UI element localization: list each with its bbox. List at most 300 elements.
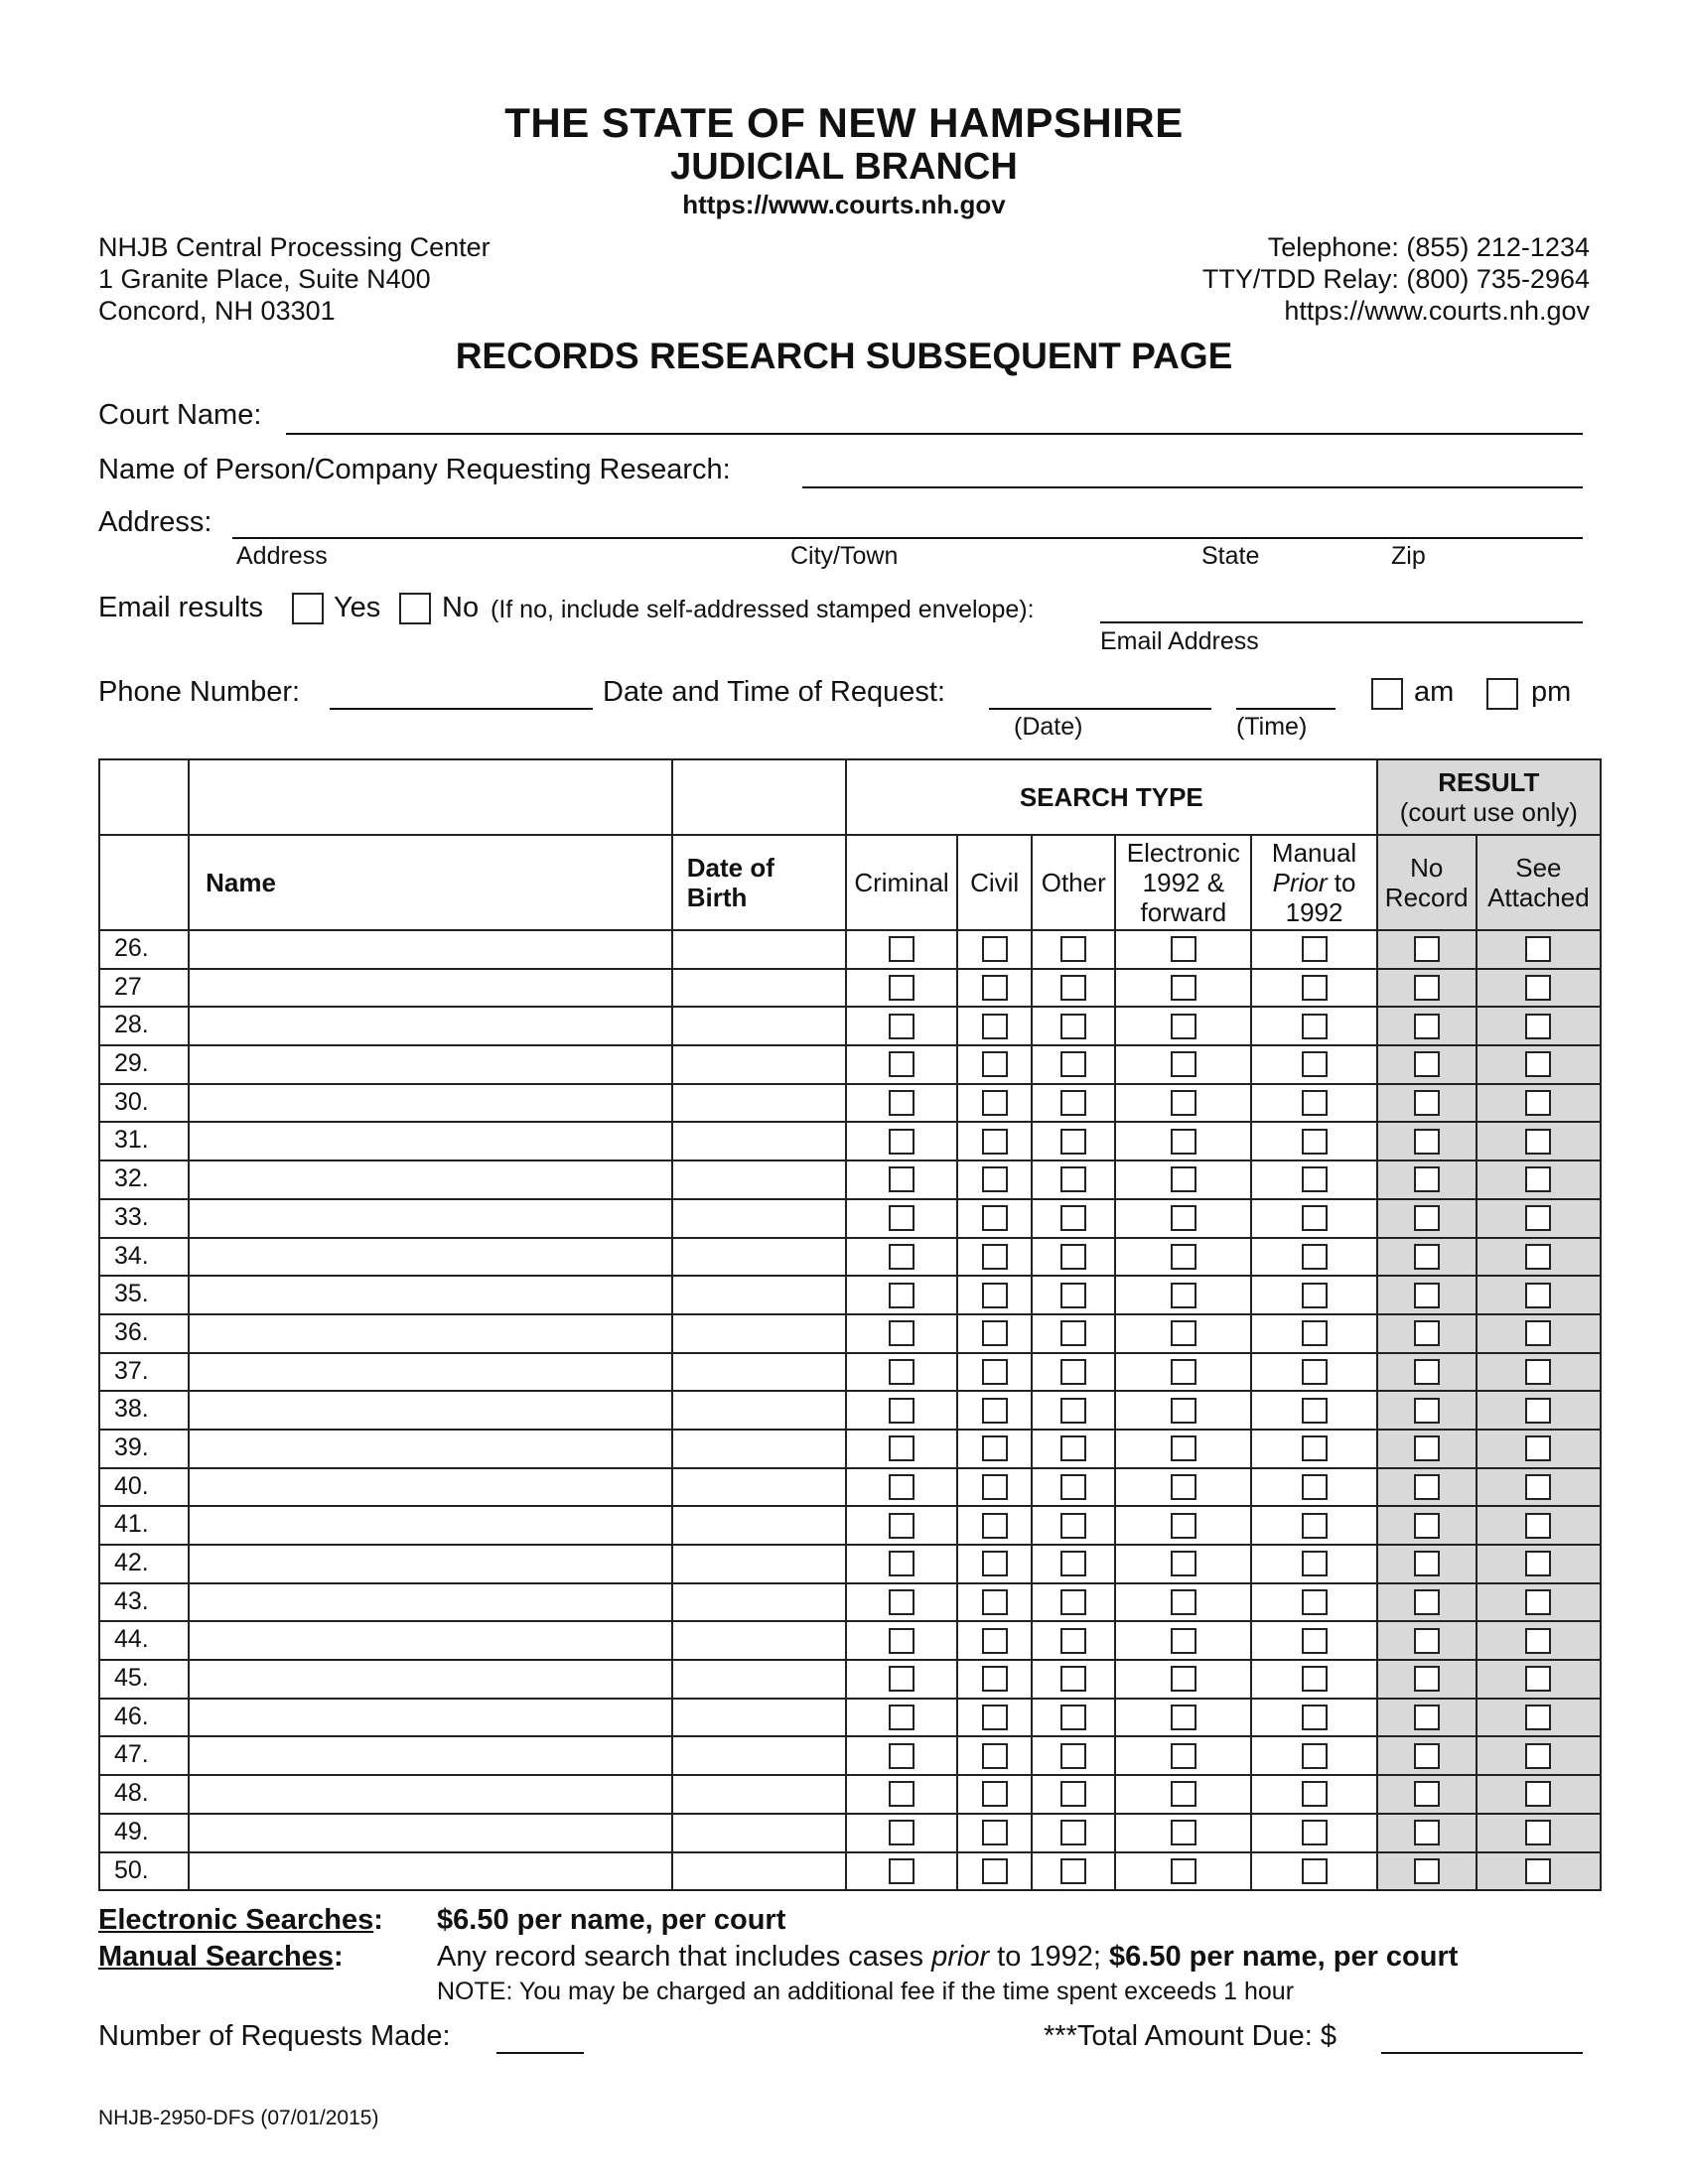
civil-cell xyxy=(957,1699,1032,1737)
other-checkbox[interactable] xyxy=(1060,1781,1086,1807)
criminal-cell xyxy=(846,1391,957,1430)
total-field[interactable] xyxy=(1381,2052,1583,2054)
dob-cell[interactable] xyxy=(672,1468,846,1507)
address-label: Address: xyxy=(98,506,212,538)
electronic-checkbox[interactable] xyxy=(1171,1320,1196,1346)
other-checkbox[interactable] xyxy=(1060,975,1086,1001)
manual-checkbox[interactable] xyxy=(1302,1820,1328,1845)
electronic-checkbox[interactable] xyxy=(1171,1359,1196,1385)
name-cell[interactable] xyxy=(189,1621,672,1660)
no-record-checkbox[interactable] xyxy=(1414,1820,1440,1845)
criminal-checkbox[interactable] xyxy=(889,975,914,1001)
see-attached-cell xyxy=(1477,1621,1601,1660)
criminal-checkbox[interactable] xyxy=(889,1014,914,1039)
name-cell[interactable] xyxy=(189,1199,672,1238)
civil-checkbox[interactable] xyxy=(982,1129,1008,1155)
name-cell[interactable] xyxy=(189,1699,672,1737)
civil-checkbox[interactable] xyxy=(982,1666,1008,1692)
name-cell[interactable] xyxy=(189,1775,672,1814)
email-no-checkbox[interactable] xyxy=(399,593,431,624)
no-record-checkbox[interactable] xyxy=(1414,1398,1440,1424)
electronic-checkbox[interactable] xyxy=(1171,1820,1196,1845)
no-record-checkbox[interactable] xyxy=(1414,1589,1440,1615)
other-checkbox[interactable] xyxy=(1060,1398,1086,1424)
manual-cell xyxy=(1251,1736,1376,1775)
criminal-checkbox[interactable] xyxy=(889,1589,914,1615)
dob-cell[interactable] xyxy=(672,1160,846,1199)
civil-checkbox[interactable] xyxy=(982,1014,1008,1039)
dob-cell[interactable] xyxy=(672,1583,846,1622)
dob-cell[interactable] xyxy=(672,1084,846,1123)
no-record-checkbox[interactable] xyxy=(1414,1551,1440,1576)
electronic-checkbox[interactable] xyxy=(1171,1244,1196,1270)
other-checkbox[interactable] xyxy=(1060,1051,1086,1077)
no-record-checkbox[interactable] xyxy=(1414,1781,1440,1807)
dob-cell[interactable] xyxy=(672,1852,846,1891)
criminal-checkbox[interactable] xyxy=(889,1435,914,1461)
no-record-checkbox[interactable] xyxy=(1414,975,1440,1001)
criminal-checkbox[interactable] xyxy=(889,1205,914,1231)
dob-cell[interactable] xyxy=(672,1814,846,1852)
manual-checkbox[interactable] xyxy=(1302,1858,1328,1884)
phone-field[interactable] xyxy=(330,708,593,710)
criminal-checkbox[interactable] xyxy=(889,1398,914,1424)
other-checkbox[interactable] xyxy=(1060,1129,1086,1155)
electronic-cell xyxy=(1115,1045,1251,1084)
see-attached-checkbox[interactable] xyxy=(1525,1205,1551,1231)
see-attached-checkbox[interactable] xyxy=(1525,1051,1551,1077)
manual-checkbox[interactable] xyxy=(1302,1435,1328,1461)
no-record-checkbox[interactable] xyxy=(1414,1705,1440,1730)
dob-cell[interactable] xyxy=(672,1276,846,1314)
name-cell[interactable] xyxy=(189,1506,672,1545)
am-label: am xyxy=(1414,676,1455,708)
criminal-checkbox[interactable] xyxy=(889,1628,914,1654)
other-checkbox[interactable] xyxy=(1060,1589,1086,1615)
electronic-checkbox[interactable] xyxy=(1171,1474,1196,1500)
criminal-checkbox[interactable] xyxy=(889,1090,914,1116)
civil-checkbox[interactable] xyxy=(982,1244,1008,1270)
electronic-checkbox[interactable] xyxy=(1171,1283,1196,1308)
no-record-checkbox[interactable] xyxy=(1414,1051,1440,1077)
address-field[interactable] xyxy=(232,537,1583,539)
other-checkbox[interactable] xyxy=(1060,1820,1086,1845)
civil-checkbox[interactable] xyxy=(982,1474,1008,1500)
criminal-checkbox[interactable] xyxy=(889,1244,914,1270)
table-row xyxy=(99,1238,1601,1277)
other-checkbox[interactable] xyxy=(1060,1743,1086,1769)
dob-cell[interactable] xyxy=(672,1545,846,1583)
manual-checkbox[interactable] xyxy=(1302,1628,1328,1654)
other-checkbox[interactable] xyxy=(1060,1435,1086,1461)
other-checkbox[interactable] xyxy=(1060,1166,1086,1192)
manual-checkbox[interactable] xyxy=(1302,1359,1328,1385)
see-attached-checkbox[interactable] xyxy=(1525,1513,1551,1539)
electronic-checkbox[interactable] xyxy=(1171,1781,1196,1807)
see-attached-checkbox[interactable] xyxy=(1525,1435,1551,1461)
dob-cell[interactable] xyxy=(672,1007,846,1045)
criminal-checkbox[interactable] xyxy=(889,1320,914,1346)
email-address-field[interactable] xyxy=(1100,621,1583,623)
civil-checkbox[interactable] xyxy=(982,1551,1008,1576)
no-record-line: No xyxy=(1410,853,1444,883)
no-record-checkbox[interactable] xyxy=(1414,936,1440,962)
electronic-checkbox[interactable] xyxy=(1171,1051,1196,1077)
other-checkbox[interactable] xyxy=(1060,1474,1086,1500)
manual-cell xyxy=(1251,1621,1376,1660)
row-number: 45. xyxy=(99,1660,189,1699)
other-cell xyxy=(1032,1468,1115,1507)
no-record-checkbox[interactable] xyxy=(1414,1666,1440,1692)
criminal-checkbox[interactable] xyxy=(889,1820,914,1845)
other-checkbox[interactable] xyxy=(1060,1666,1086,1692)
dob-cell[interactable] xyxy=(672,969,846,1008)
electronic-checkbox[interactable] xyxy=(1171,1858,1196,1884)
name-cell[interactable] xyxy=(189,1814,672,1852)
dob-cell[interactable] xyxy=(672,1199,846,1238)
name-cell[interactable] xyxy=(189,1391,672,1430)
civil-cell xyxy=(957,1045,1032,1084)
electronic-checkbox[interactable] xyxy=(1171,1589,1196,1615)
criminal-cell xyxy=(846,969,957,1008)
name-cell[interactable] xyxy=(189,969,672,1008)
no-record-checkbox[interactable] xyxy=(1414,1513,1440,1539)
search-type-header: SEARCH TYPE xyxy=(846,759,1377,835)
manual-checkbox[interactable] xyxy=(1302,1090,1328,1116)
no-record-checkbox[interactable] xyxy=(1414,1743,1440,1769)
electronic-checkbox[interactable] xyxy=(1171,1705,1196,1730)
dob-cell[interactable] xyxy=(672,1353,846,1392)
no-record-cell xyxy=(1377,1545,1477,1583)
manual-checkbox[interactable] xyxy=(1302,1205,1328,1231)
electronic-fee-label xyxy=(98,1904,383,1937)
form-number: NHJB-2950-DFS (07/01/2015) xyxy=(98,2107,379,2129)
dob-cell[interactable] xyxy=(672,1660,846,1699)
manual-checkbox[interactable] xyxy=(1302,1129,1328,1155)
header-blank xyxy=(99,835,189,930)
see-attached-checkbox[interactable] xyxy=(1525,1743,1551,1769)
see-attached-checkbox[interactable] xyxy=(1525,1628,1551,1654)
manual-colon: : xyxy=(333,1941,344,1973)
electronic-cell xyxy=(1115,1160,1251,1199)
other-checkbox[interactable] xyxy=(1060,1628,1086,1654)
name-cell[interactable] xyxy=(189,1238,672,1277)
criminal-cell xyxy=(846,1238,957,1277)
manual-checkbox[interactable] xyxy=(1302,1014,1328,1039)
criminal-checkbox[interactable] xyxy=(889,1858,914,1884)
no-record-cell xyxy=(1377,1736,1477,1775)
see-attached-cell xyxy=(1477,1238,1601,1277)
electronic-checkbox[interactable] xyxy=(1171,1166,1196,1192)
manual-checkbox[interactable] xyxy=(1302,1705,1328,1730)
criminal-checkbox[interactable] xyxy=(889,936,914,962)
date-field[interactable] xyxy=(989,708,1211,710)
dob-cell[interactable] xyxy=(672,1430,846,1468)
other-checkbox[interactable] xyxy=(1060,936,1086,962)
civil-cell xyxy=(957,1238,1032,1277)
table-row xyxy=(99,1468,1601,1507)
other-checkbox[interactable] xyxy=(1060,1014,1086,1039)
row-number: 40. xyxy=(99,1468,189,1507)
date-time-label: Date and Time of Request: xyxy=(603,676,945,708)
yes-label: Yes xyxy=(334,592,381,623)
civil-checkbox[interactable] xyxy=(982,1283,1008,1308)
see-attached-checkbox[interactable] xyxy=(1525,1666,1551,1692)
see-attached-checkbox[interactable] xyxy=(1525,1014,1551,1039)
court-name-field[interactable] xyxy=(286,433,1583,435)
name-cell[interactable] xyxy=(189,1583,672,1622)
pm-checkbox[interactable] xyxy=(1486,678,1518,710)
name-cell[interactable] xyxy=(189,1007,672,1045)
no-record-checkbox[interactable] xyxy=(1414,1283,1440,1308)
see-attached-checkbox[interactable] xyxy=(1525,1320,1551,1346)
state-sub-label: State xyxy=(1201,542,1260,570)
civil-checkbox[interactable] xyxy=(982,1359,1008,1385)
manual-cell xyxy=(1251,1699,1376,1737)
see-attached-checkbox[interactable] xyxy=(1525,975,1551,1001)
manual-checkbox[interactable] xyxy=(1302,1398,1328,1424)
civil-checkbox[interactable] xyxy=(982,1743,1008,1769)
criminal-checkbox[interactable] xyxy=(889,1051,914,1077)
other-checkbox[interactable] xyxy=(1060,1858,1086,1884)
see-attached-checkbox[interactable] xyxy=(1525,1398,1551,1424)
name-cell[interactable] xyxy=(189,1468,672,1507)
no-record-checkbox[interactable] xyxy=(1414,1628,1440,1654)
no-record-checkbox[interactable] xyxy=(1414,1244,1440,1270)
electronic-checkbox[interactable] xyxy=(1171,1551,1196,1576)
see-attached-checkbox[interactable] xyxy=(1525,1551,1551,1576)
manual-checkbox[interactable] xyxy=(1302,1283,1328,1308)
manual-cell xyxy=(1251,1468,1376,1507)
table-row xyxy=(99,969,1601,1008)
no-record-checkbox[interactable] xyxy=(1414,1320,1440,1346)
requests-field[interactable] xyxy=(496,2052,584,2054)
table-row xyxy=(99,1276,1601,1314)
civil-cell xyxy=(957,1007,1032,1045)
electronic-cell xyxy=(1115,1583,1251,1622)
name-cell[interactable] xyxy=(189,1852,672,1891)
civil-cell xyxy=(957,1122,1032,1160)
civil-checkbox[interactable] xyxy=(982,1589,1008,1615)
other-checkbox[interactable] xyxy=(1060,1513,1086,1539)
see-attached-checkbox[interactable] xyxy=(1525,936,1551,962)
dob-cell[interactable] xyxy=(672,1314,846,1353)
table-row xyxy=(99,1814,1601,1852)
manual-checkbox[interactable] xyxy=(1302,936,1328,962)
other-checkbox[interactable] xyxy=(1060,1359,1086,1385)
electronic-checkbox[interactable] xyxy=(1171,1014,1196,1039)
name-cell[interactable] xyxy=(189,1660,672,1699)
see-attached-checkbox[interactable] xyxy=(1525,1781,1551,1807)
requester-field[interactable] xyxy=(802,486,1583,488)
other-checkbox[interactable] xyxy=(1060,1090,1086,1116)
no-record-checkbox[interactable] xyxy=(1414,1090,1440,1116)
no-record-cell xyxy=(1377,1045,1477,1084)
name-cell[interactable] xyxy=(189,1276,672,1314)
manual-checkbox[interactable] xyxy=(1302,1743,1328,1769)
manual-checkbox[interactable] xyxy=(1302,1320,1328,1346)
other-checkbox[interactable] xyxy=(1060,1283,1086,1308)
criminal-cell xyxy=(846,1699,957,1737)
manual-checkbox[interactable] xyxy=(1302,1474,1328,1500)
criminal-checkbox[interactable] xyxy=(889,1513,914,1539)
electronic-cell xyxy=(1115,1545,1251,1583)
manual-checkbox[interactable] xyxy=(1302,1666,1328,1692)
no-record-checkbox[interactable] xyxy=(1414,1858,1440,1884)
electronic-checkbox[interactable] xyxy=(1171,1666,1196,1692)
manual-checkbox[interactable] xyxy=(1302,1166,1328,1192)
criminal-checkbox[interactable] xyxy=(889,1283,914,1308)
other-checkbox[interactable] xyxy=(1060,1320,1086,1346)
row-number: 49. xyxy=(99,1814,189,1852)
manual-checkbox[interactable] xyxy=(1302,1551,1328,1576)
dob-cell[interactable] xyxy=(672,1736,846,1775)
name-cell[interactable] xyxy=(189,1122,672,1160)
electronic-checkbox[interactable] xyxy=(1171,1129,1196,1155)
no-record-checkbox[interactable] xyxy=(1414,1205,1440,1231)
see-attached-checkbox[interactable] xyxy=(1525,1283,1551,1308)
see-attached-checkbox[interactable] xyxy=(1525,1129,1551,1155)
see-attached-checkbox[interactable] xyxy=(1525,1820,1551,1845)
see-attached-checkbox[interactable] xyxy=(1525,1858,1551,1884)
civil-checkbox[interactable] xyxy=(982,1820,1008,1845)
civil-checkbox[interactable] xyxy=(982,1858,1008,1884)
no-record-checkbox[interactable] xyxy=(1414,1474,1440,1500)
criminal-checkbox[interactable] xyxy=(889,1743,914,1769)
electronic-colon: : xyxy=(373,1904,383,1936)
electronic-checkbox[interactable] xyxy=(1171,1513,1196,1539)
no-record-checkbox[interactable] xyxy=(1414,1435,1440,1461)
criminal-checkbox[interactable] xyxy=(889,1474,914,1500)
table-row xyxy=(99,1583,1601,1622)
see-attached-checkbox[interactable] xyxy=(1525,1589,1551,1615)
dob-cell[interactable] xyxy=(672,1699,846,1737)
see-attached-checkbox[interactable] xyxy=(1525,1359,1551,1385)
dob-cell[interactable] xyxy=(672,1045,846,1084)
dob-cell[interactable] xyxy=(672,1238,846,1277)
civil-checkbox[interactable] xyxy=(982,1205,1008,1231)
name-cell[interactable] xyxy=(189,1084,672,1123)
see-attached-checkbox[interactable] xyxy=(1525,1474,1551,1500)
no-record-checkbox[interactable] xyxy=(1414,1129,1440,1155)
dob-cell[interactable] xyxy=(672,1621,846,1660)
name-cell[interactable] xyxy=(189,1430,672,1468)
see-attached-checkbox[interactable] xyxy=(1525,1166,1551,1192)
name-cell[interactable] xyxy=(189,1736,672,1775)
criminal-cell xyxy=(846,1736,957,1775)
civil-checkbox[interactable] xyxy=(982,936,1008,962)
civil-checkbox[interactable] xyxy=(982,1705,1008,1730)
no-record-checkbox[interactable] xyxy=(1414,1014,1440,1039)
dob-cell[interactable] xyxy=(672,1775,846,1814)
electronic-checkbox[interactable] xyxy=(1171,1743,1196,1769)
other-cell xyxy=(1032,1084,1115,1123)
see-attached-checkbox[interactable] xyxy=(1525,1244,1551,1270)
electronic-searches-label: Electronic Searches xyxy=(98,1904,374,1936)
criminal-checkbox[interactable] xyxy=(889,1359,914,1385)
email-yes-checkbox[interactable] xyxy=(292,593,324,624)
electronic-checkbox[interactable] xyxy=(1171,1398,1196,1424)
criminal-checkbox[interactable] xyxy=(889,1166,914,1192)
electronic-checkbox[interactable] xyxy=(1171,936,1196,962)
other-checkbox[interactable] xyxy=(1060,1244,1086,1270)
civil-checkbox[interactable] xyxy=(982,1781,1008,1807)
no-record-cell xyxy=(1377,1660,1477,1699)
manual-checkbox[interactable] xyxy=(1302,1051,1328,1077)
name-cell[interactable] xyxy=(189,1314,672,1353)
manual-checkbox[interactable] xyxy=(1302,1244,1328,1270)
manual-checkbox[interactable] xyxy=(1302,1589,1328,1615)
no-record-checkbox[interactable] xyxy=(1414,1166,1440,1192)
electronic-cell xyxy=(1115,1775,1251,1814)
name-cell[interactable] xyxy=(189,1545,672,1583)
civil-checkbox[interactable] xyxy=(982,1320,1008,1346)
civil-checkbox[interactable] xyxy=(982,1628,1008,1654)
dob-cell[interactable] xyxy=(672,1122,846,1160)
no-record-cell xyxy=(1377,930,1477,969)
dob-cell[interactable] xyxy=(672,1506,846,1545)
criminal-cell xyxy=(846,1199,957,1238)
manual-line xyxy=(1252,868,1375,897)
table-row xyxy=(99,1852,1601,1891)
other-cell xyxy=(1032,1353,1115,1392)
electronic-cell xyxy=(1115,1238,1251,1277)
criminal-checkbox[interactable] xyxy=(889,1666,914,1692)
civil-checkbox[interactable] xyxy=(982,1398,1008,1424)
criminal-checkbox[interactable] xyxy=(889,1705,914,1730)
electronic-checkbox[interactable] xyxy=(1171,975,1196,1001)
other-checkbox[interactable] xyxy=(1060,1205,1086,1231)
criminal-checkbox[interactable] xyxy=(889,1551,914,1576)
other-checkbox[interactable] xyxy=(1060,1705,1086,1730)
row-number: 47. xyxy=(99,1736,189,1775)
no-record-checkbox[interactable] xyxy=(1414,1359,1440,1385)
electronic-checkbox[interactable] xyxy=(1171,1205,1196,1231)
see-attached-checkbox[interactable] xyxy=(1525,1705,1551,1730)
name-cell[interactable] xyxy=(189,930,672,969)
civil-checkbox[interactable] xyxy=(982,1051,1008,1077)
other-checkbox[interactable] xyxy=(1060,1551,1086,1576)
civil-checkbox[interactable] xyxy=(982,1435,1008,1461)
criminal-checkbox[interactable] xyxy=(889,1781,914,1807)
name-cell[interactable] xyxy=(189,1353,672,1392)
row-number: 42. xyxy=(99,1545,189,1583)
electronic-checkbox[interactable] xyxy=(1171,1090,1196,1116)
name-cell[interactable] xyxy=(189,1045,672,1084)
manual-checkbox[interactable] xyxy=(1302,975,1328,1001)
dob-cell[interactable] xyxy=(672,930,846,969)
see-attached-cell xyxy=(1477,1160,1601,1199)
electronic-checkbox[interactable] xyxy=(1171,1628,1196,1654)
see-attached-checkbox[interactable] xyxy=(1525,1090,1551,1116)
electronic-checkbox[interactable] xyxy=(1171,1435,1196,1461)
am-checkbox[interactable] xyxy=(1371,678,1403,710)
civil-checkbox[interactable] xyxy=(982,1166,1008,1192)
dob-cell[interactable] xyxy=(672,1391,846,1430)
manual-checkbox[interactable] xyxy=(1302,1513,1328,1539)
civil-checkbox[interactable] xyxy=(982,1513,1008,1539)
civil-checkbox[interactable] xyxy=(982,1090,1008,1116)
other-cell xyxy=(1032,1007,1115,1045)
criminal-checkbox[interactable] xyxy=(889,1129,914,1155)
table-row xyxy=(99,1122,1601,1160)
address-line: 1 Granite Place, Suite N400 xyxy=(98,264,431,294)
manual-checkbox[interactable] xyxy=(1302,1781,1328,1807)
no-record-cell xyxy=(1377,1506,1477,1545)
name-cell[interactable] xyxy=(189,1160,672,1199)
civil-checkbox[interactable] xyxy=(982,975,1008,1001)
time-field[interactable] xyxy=(1236,708,1336,710)
